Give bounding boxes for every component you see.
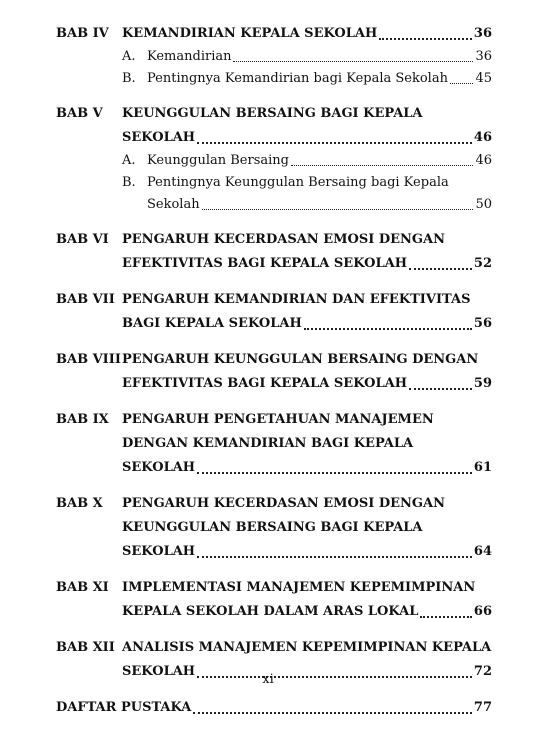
toc-page-number: 46 [475, 153, 492, 168]
chapter-title-text: PENGARUH KECERDASAN EMOSI DENGAN [122, 496, 445, 511]
chapter-body [122, 22, 492, 90]
chapter-title-line [122, 636, 492, 660]
toc-entry-title: DAFTAR PUSTAKA [56, 700, 192, 715]
subsection-letter: A. [122, 49, 136, 64]
dot-leader [409, 388, 472, 390]
subsection-body [147, 46, 492, 68]
chapter-label: BAB VII [56, 292, 115, 307]
subsection-letter: B. [122, 71, 136, 86]
chapter-body [122, 576, 492, 624]
subsection-line [147, 68, 492, 90]
subsection-line [147, 172, 492, 194]
chapter-label: BAB V [56, 106, 103, 121]
dot-leader [304, 328, 472, 330]
toc-page-number: 36 [475, 49, 492, 64]
chapter-title-line [122, 312, 492, 336]
toc-entry [56, 22, 492, 90]
chapter-title-text: PENGARUH PENGETAHUAN MANAJEMEN [122, 412, 434, 427]
chapter-title-line [122, 492, 492, 516]
chapter-title-text: PENGARUH KECERDASAN EMOSI DENGAN [122, 232, 445, 247]
chapter-label: BAB X [56, 496, 103, 511]
subsection-title-text: Pentingnya Kemandirian bagi Kepala Sekolah [147, 71, 448, 86]
subsection-entry [122, 68, 492, 90]
toc-entry [56, 102, 492, 216]
chapter-body [122, 228, 492, 276]
chapter-label: BAB VIII [56, 352, 121, 367]
chapter-title-line [122, 348, 492, 372]
toc-page-number: 66 [473, 604, 492, 619]
subsection-line [147, 46, 492, 68]
chapter-title-text: KEPALA SEKOLAH DALAM ARAS LOKAL [122, 604, 419, 619]
toc-entry [56, 228, 492, 276]
dot-leader [202, 209, 474, 210]
chapter-title-line [122, 22, 492, 46]
chapter-title-line [122, 102, 492, 126]
dot-leader [197, 556, 472, 558]
chapter-body [122, 408, 492, 480]
toc-entry [56, 492, 492, 564]
subsection-letter: A. [122, 153, 136, 168]
subsection-line [147, 194, 492, 216]
toc-page-number: 56 [473, 316, 492, 331]
subsection-letter: B. [122, 175, 136, 190]
chapter-title-line [122, 540, 492, 564]
table-of-contents [56, 22, 492, 732]
subsection-title-text: Kemandirian [147, 49, 232, 64]
dot-leader [233, 61, 473, 62]
chapter-title-text: DENGAN KEMANDIRIAN BAGI KEPALA [122, 436, 414, 451]
chapter-body [122, 492, 492, 564]
subsection-body [147, 172, 492, 216]
toc-entry [56, 696, 492, 720]
toc-page-number: 61 [473, 460, 492, 475]
chapter-title-line [122, 288, 492, 312]
dot-leader [420, 616, 472, 618]
chapter-title-line [122, 252, 492, 276]
dot-leader [450, 83, 473, 84]
toc-page-number: 64 [473, 544, 492, 559]
toc-page-number: 50 [475, 197, 492, 212]
subsection-entry [122, 46, 492, 68]
chapter-title-text: SEKOLAH [122, 460, 196, 475]
chapter-title-text: EFEKTIVITAS BAGI KEPALA SEKOLAH [122, 376, 407, 391]
chapter-title-text: EFEKTIVITAS BAGI KEPALA SEKOLAH [122, 256, 407, 271]
chapter-label: BAB XII [56, 640, 115, 655]
toc-page-number: 72 [473, 664, 492, 679]
chapter-title-text: SEKOLAH [122, 544, 196, 559]
chapter-title-text: PENGARUH KEUNGGULAN BERSAING DENGAN [122, 352, 479, 367]
chapter-title-line [122, 576, 492, 600]
chapter-label: BAB IX [56, 412, 109, 427]
toc-entry [56, 576, 492, 624]
toc-entry [56, 288, 492, 336]
chapter-title-line [122, 408, 492, 432]
chapter-title-line [122, 372, 492, 396]
toc-page-number: 45 [475, 71, 492, 86]
toc-entry [56, 348, 492, 396]
chapter-title-text: KEUNGGULAN BERSAING BAGI KEPALA [122, 520, 423, 535]
toc-page-number: 52 [473, 256, 492, 271]
subsection-title-text: Keunggulan Bersaing [147, 153, 289, 168]
page-number: xi [262, 672, 274, 687]
subsection-body [147, 68, 492, 90]
chapter-title-line [122, 516, 492, 540]
dot-leader [193, 712, 472, 714]
chapter-title-text: IMPLEMENTASI MANAJEMEN KEPEMIMPINAN [122, 580, 476, 595]
dot-leader [197, 472, 472, 474]
chapter-label: BAB IV [56, 26, 109, 41]
toc-page-number: 59 [473, 376, 492, 391]
chapter-body [122, 102, 492, 216]
subsection-entry [122, 172, 492, 216]
dot-leader [409, 268, 472, 270]
chapter-body [122, 288, 492, 336]
dot-leader [379, 38, 472, 40]
chapter-title-text: SEKOLAH [122, 664, 196, 679]
dot-leader [291, 165, 473, 166]
toc-entry [56, 408, 492, 480]
subsection-list [122, 46, 492, 90]
chapter-title-text: SEKOLAH [122, 130, 196, 145]
chapter-label: BAB XI [56, 580, 109, 595]
chapter-title-line [122, 600, 492, 624]
subsection-title-text: Sekolah [147, 197, 200, 212]
chapter-title-text: ANALISIS MANAJEMEN KEPEMIMPINAN KEPALA [122, 640, 492, 655]
chapter-title-line [122, 126, 492, 150]
toc-entry-line [56, 696, 492, 720]
subsection-line [147, 150, 492, 172]
chapter-title-text: BAGI KEPALA SEKOLAH [122, 316, 302, 331]
chapter-title-line [122, 228, 492, 252]
chapter-title-text: PENGARUH KEMANDIRIAN DAN EFEKTIVITAS [122, 292, 471, 307]
toc-page-number: 36 [473, 26, 492, 41]
chapter-title-line [122, 432, 492, 456]
toc-page-number: 46 [473, 130, 492, 145]
chapter-title-text: KEUNGGULAN BERSAING BAGI KEPALA [122, 106, 423, 121]
subsection-body [147, 150, 492, 172]
chapter-body [122, 348, 492, 396]
chapter-label: BAB VI [56, 232, 109, 247]
toc-page-number: 77 [473, 700, 492, 715]
chapter-title-text: KEMANDIRIAN KEPALA SEKOLAH [122, 26, 378, 41]
subsection-entry [122, 150, 492, 172]
subsection-title-text: Pentingnya Keunggulan Bersaing bagi Kepala [147, 175, 449, 190]
dot-leader [197, 142, 472, 144]
chapter-title-line [122, 456, 492, 480]
subsection-list [122, 150, 492, 216]
